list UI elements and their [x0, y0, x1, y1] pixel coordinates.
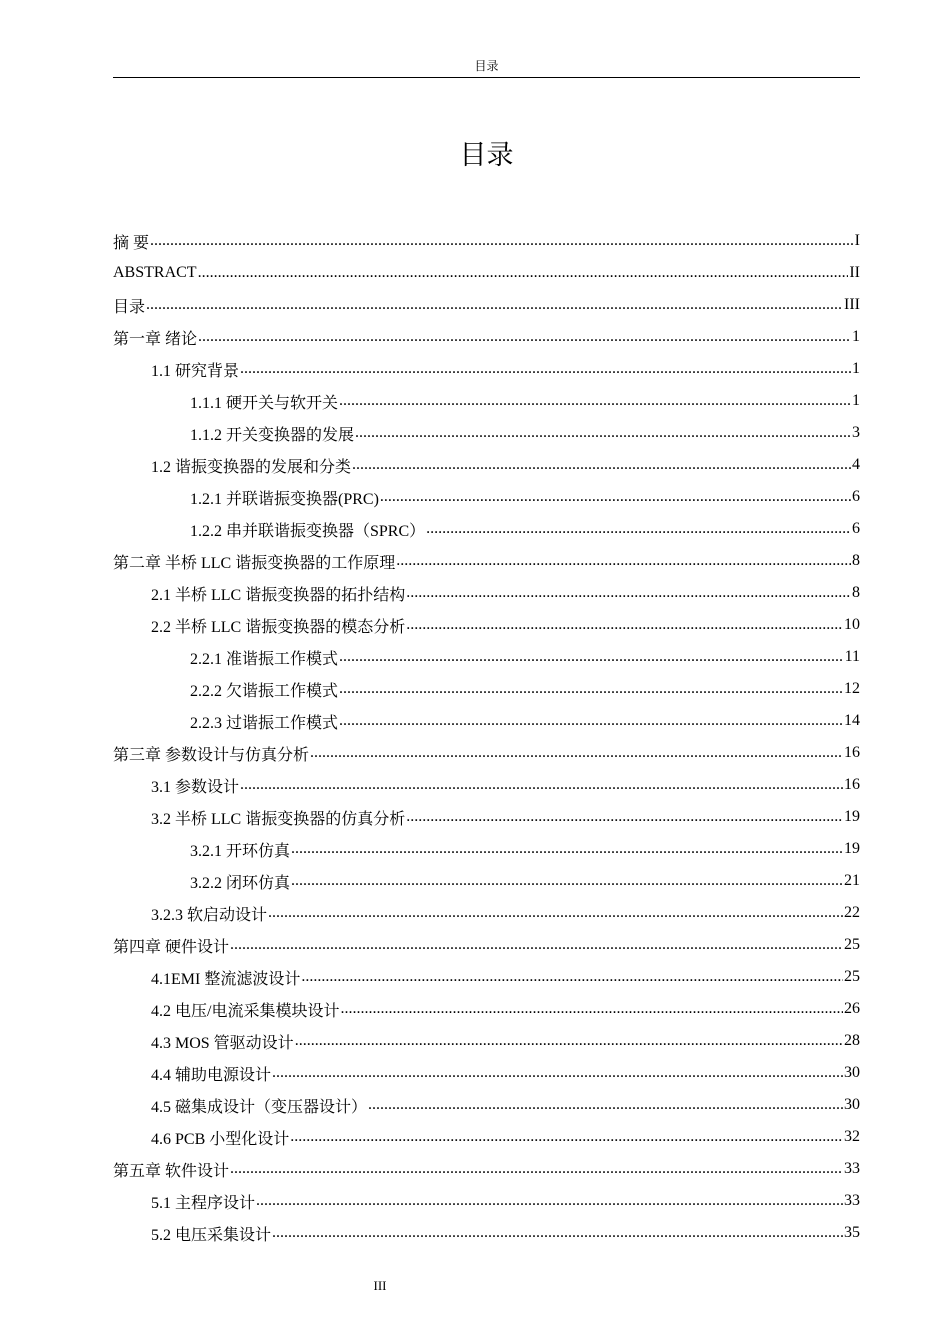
toc-entry[interactable]: [113, 1121, 860, 1153]
toc-entry[interactable]: [113, 385, 860, 417]
toc-entry-label: 第三章 参数设计与仿真分析: [113, 746, 310, 764]
toc-entry-page: 35: [844, 1224, 860, 1241]
toc-dot-leader: [295, 1032, 843, 1050]
toc-entry-page: III: [844, 296, 860, 313]
toc-entry-page: 1: [852, 328, 860, 345]
toc-entry-label: 第一章 绪论: [113, 330, 198, 348]
toc-entry[interactable]: [113, 1025, 860, 1057]
toc-entry-page: 30: [844, 1064, 860, 1081]
toc-dot-leader: [290, 1128, 843, 1146]
toc-dot-leader: [426, 520, 851, 538]
toc-entry[interactable]: [113, 225, 860, 257]
toc-entry-label: 3.1 参数设计: [151, 778, 240, 796]
toc-entry-label: 摘 要: [113, 234, 150, 252]
toc-entry[interactable]: [113, 449, 860, 481]
toc-dot-leader: [291, 840, 843, 858]
toc-entry-page: 26: [844, 1000, 860, 1017]
toc-entry-page: 25: [844, 936, 860, 953]
toc-entry-page: 3: [852, 424, 860, 441]
toc-dot-leader: [198, 328, 851, 346]
toc-entry[interactable]: [113, 961, 860, 993]
toc-entry-label: 1.2.2 串并联谐振变换器（SPRC）: [190, 522, 426, 540]
toc-entry-label: 1.2 谐振变换器的发展和分类: [151, 458, 352, 476]
toc-entry-label: 4.6 PCB 小型化设计: [151, 1130, 290, 1148]
toc-entry[interactable]: [113, 417, 860, 449]
toc-entry-label: 3.2.2 闭环仿真: [190, 874, 291, 892]
toc-dot-leader: [355, 424, 851, 442]
toc-entry-label: 4.2 电压/电流采集模块设计: [151, 1002, 340, 1020]
toc-entry-page: 8: [852, 584, 860, 601]
toc-dot-leader: [240, 360, 851, 378]
toc-dot-leader: [339, 680, 843, 698]
toc-entry-label: 4.4 辅助电源设计: [151, 1066, 272, 1084]
toc-entry-page: 12: [844, 680, 860, 697]
toc-entry-label: 1.1.2 开关变换器的发展: [190, 426, 355, 444]
toc-entry-label: 5.2 电压采集设计: [151, 1226, 272, 1244]
toc-entry-label: 5.1 主程序设计: [151, 1194, 256, 1212]
toc-entry[interactable]: [113, 1185, 860, 1217]
header-text: 目录: [474, 59, 499, 73]
toc-entry-page: 11: [844, 648, 860, 665]
toc-entry-page: 4: [852, 456, 860, 473]
toc-dot-leader: [240, 776, 843, 794]
toc-entry-page: 16: [844, 776, 860, 793]
toc-entry-label: 1.1.1 硬开关与软开关: [190, 394, 339, 412]
toc-entry-page: 19: [844, 808, 860, 825]
toc-entry-page: 30: [844, 1096, 860, 1113]
toc-entry-label: 第四章 硬件设计: [113, 938, 230, 956]
toc-entry[interactable]: [113, 1089, 860, 1121]
toc-entry-label: 1.2.1 并联谐振变换器(PRC): [190, 490, 379, 508]
toc-entry-page: 1: [852, 360, 860, 377]
page-header: [113, 56, 860, 78]
toc-entry-label: 2.2.1 准谐振工作模式: [190, 650, 339, 668]
toc-entry-label: 目录: [113, 298, 146, 316]
toc-entry[interactable]: [113, 545, 860, 577]
toc-dot-leader: [380, 488, 851, 506]
toc-entry[interactable]: [113, 833, 860, 865]
toc-dot-leader: [406, 584, 851, 602]
toc-entry-page: 33: [844, 1160, 860, 1177]
toc-entry-page: 32: [844, 1128, 860, 1145]
toc-entry[interactable]: [113, 769, 860, 801]
toc-entry[interactable]: [113, 321, 860, 353]
toc-dot-leader: [368, 1096, 843, 1114]
toc-dot-leader: [352, 456, 851, 474]
toc-dot-leader: [301, 968, 843, 986]
toc-entry[interactable]: [113, 1057, 860, 1089]
toc-entry-page: 25: [844, 968, 860, 985]
toc-entry[interactable]: [113, 929, 860, 961]
toc-dot-leader: [272, 1064, 843, 1082]
toc-dot-leader: [339, 392, 851, 410]
toc-dot-leader: [339, 712, 843, 730]
toc-entry-label: 第二章 半桥 LLC 谐振变换器的工作原理: [113, 554, 396, 572]
toc-dot-leader: [230, 1160, 843, 1178]
toc-entry[interactable]: [113, 897, 860, 929]
toc-entry[interactable]: [113, 801, 860, 833]
toc-entry-page: 14: [844, 712, 860, 729]
toc-dot-leader: [291, 872, 843, 890]
toc-entry[interactable]: [113, 1217, 860, 1249]
toc-entry[interactable]: [113, 641, 860, 673]
toc-entry[interactable]: [113, 865, 860, 897]
toc-dot-leader: [310, 744, 843, 762]
toc-entry-page: 16: [844, 744, 860, 761]
toc-entry[interactable]: [113, 289, 860, 321]
page-title: 目录: [459, 140, 514, 171]
toc-dot-leader: [396, 552, 851, 570]
toc-entry-label: 第五章 软件设计: [113, 1162, 230, 1180]
toc-entry-label: 4.5 磁集成设计（变压器设计）: [151, 1098, 368, 1116]
toc-dot-leader: [406, 808, 843, 826]
toc-entry[interactable]: [113, 993, 860, 1025]
toc-dot-leader: [268, 904, 843, 922]
toc-entry-page: I: [854, 232, 860, 249]
toc-entry[interactable]: [113, 609, 860, 641]
toc-entry-label: 3.2 半桥 LLC 谐振变换器的仿真分析: [151, 810, 406, 828]
toc-entry-label: 3.2.3 软启动设计: [151, 906, 268, 924]
toc-dot-leader: [406, 616, 843, 634]
toc-entry[interactable]: [113, 737, 860, 769]
toc-entry[interactable]: [113, 1153, 860, 1185]
toc-entry[interactable]: [113, 257, 860, 289]
toc-entry[interactable]: [113, 577, 860, 609]
toc-entry-page: 21: [844, 872, 860, 889]
toc-entry-page: 22: [844, 904, 860, 921]
toc-entry[interactable]: [113, 513, 860, 545]
toc-entry-page: 19: [844, 840, 860, 857]
toc-entry-page: II: [849, 264, 860, 281]
toc-entry-page: 28: [844, 1032, 860, 1049]
toc-dot-leader: [146, 296, 843, 314]
toc-entry-page: 8: [852, 552, 860, 569]
toc-dot-leader: [272, 1224, 843, 1242]
toc-dot-leader: [198, 264, 849, 282]
toc-entry[interactable]: [113, 673, 860, 705]
toc-entry-label: 2.2 半桥 LLC 谐振变换器的模态分析: [151, 618, 406, 636]
toc-entry[interactable]: [113, 481, 860, 513]
toc-entry-page: 10: [844, 616, 860, 633]
toc-entry-label: 4.1EMI 整流滤波设计: [151, 970, 301, 988]
toc-entry-page: 33: [844, 1192, 860, 1209]
toc-dot-leader: [339, 648, 844, 666]
table-of-contents: [113, 225, 860, 1249]
toc-entry-page: 6: [852, 488, 860, 505]
page-number: III: [373, 1278, 387, 1293]
toc-entry-label: 2.2.3 过谐振工作模式: [190, 714, 339, 732]
toc-entry-label: 3.2.1 开环仿真: [190, 842, 291, 860]
toc-dot-leader: [340, 1000, 843, 1018]
toc-dot-leader: [150, 232, 854, 250]
toc-entry[interactable]: [113, 705, 860, 737]
toc-dot-leader: [230, 936, 843, 954]
toc-entry[interactable]: [113, 353, 860, 385]
toc-entry-label: 2.1 半桥 LLC 谐振变换器的拓扑结构: [151, 586, 406, 604]
toc-entry-label: 2.2.2 欠谐振工作模式: [190, 682, 339, 700]
toc-entry-page: 6: [852, 520, 860, 537]
toc-entry-label: 4.3 MOS 管驱动设计: [151, 1034, 294, 1052]
toc-entry-page: 1: [852, 392, 860, 409]
toc-dot-leader: [256, 1192, 843, 1210]
toc-entry-label: 1.1 研究背景: [151, 362, 240, 380]
toc-entry-label: ABSTRACT: [113, 264, 197, 281]
